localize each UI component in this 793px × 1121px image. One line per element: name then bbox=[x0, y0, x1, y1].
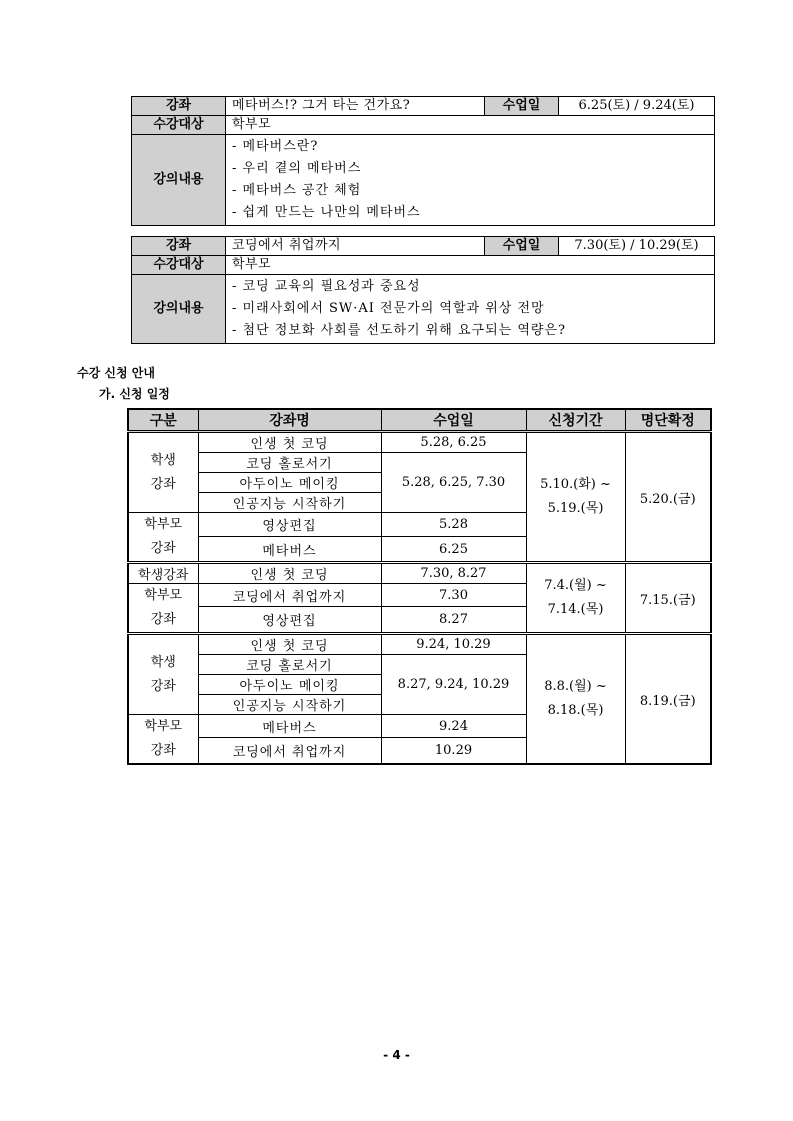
header-confirm: 명단확정 bbox=[625, 409, 711, 432]
confirm-cell: 5.20.(금) bbox=[625, 432, 711, 563]
course-name-cell: 인생 첫 코딩 bbox=[198, 563, 381, 584]
contents-item: - 쉽게 만드는 나만의 메타버스 bbox=[232, 205, 421, 220]
course-name-cell: 아두이노 메이킹 bbox=[198, 473, 381, 493]
course-name-cell: 인생 첫 코딩 bbox=[198, 432, 381, 453]
header-category: 구분 bbox=[128, 409, 198, 432]
contents-item: - 우리 곁의 메타버스 bbox=[232, 161, 362, 176]
course-dates: 7.30(토) / 10.29(토) bbox=[559, 237, 715, 256]
course-name-cell: 코딩에서 취업까지 bbox=[198, 738, 381, 764]
class-date-cell: 6.25 bbox=[381, 537, 526, 563]
audience-label: 수강대상 bbox=[132, 256, 226, 275]
date-label: 수업일 bbox=[485, 237, 559, 256]
course-table-metaverse bbox=[131, 96, 715, 226]
contents-item: - 첨단 정보화 사회를 선도하기 위해 요구되는 역량은? bbox=[232, 323, 567, 338]
contents-label: 강의내용 bbox=[132, 275, 226, 344]
class-date-cell: 5.28, 6.25 bbox=[381, 432, 526, 453]
class-date-cell: 5.28 bbox=[381, 513, 526, 537]
course-name: 코딩에서 취업까지 bbox=[226, 237, 485, 256]
class-date-cell: 8.27, 9.24, 10.29 bbox=[381, 655, 526, 715]
audience-label: 수강대상 bbox=[132, 116, 226, 135]
date-label: 수업일 bbox=[485, 97, 559, 116]
course-name-cell: 영상편집 bbox=[198, 607, 381, 634]
category-parent: 학부모 강좌 bbox=[128, 513, 198, 563]
course-table-coding-career bbox=[131, 236, 715, 344]
class-date-cell: 7.30, 8.27 bbox=[381, 563, 526, 584]
contents-label: 강의내용 bbox=[132, 135, 226, 226]
apply-period-cell: 5.10.(화) ~ 5.19.(목) bbox=[526, 432, 625, 563]
course-name-cell: 인공지능 시작하기 bbox=[198, 493, 381, 513]
course-name-cell: 인생 첫 코딩 bbox=[198, 634, 381, 655]
course-name-cell: 영상편집 bbox=[198, 513, 381, 537]
category-student: 학생 강좌 bbox=[128, 432, 198, 513]
category-parent: 학부모 강좌 bbox=[128, 584, 198, 634]
header-course-name: 강좌명 bbox=[198, 409, 381, 432]
category-parent: 학부모 강좌 bbox=[128, 715, 198, 765]
contents-item: - 메타버스란? bbox=[232, 139, 319, 154]
confirm-cell: 8.19.(금) bbox=[625, 634, 711, 765]
course-name-cell: 코딩 홀로서기 bbox=[198, 453, 381, 473]
class-date-cell: 5.28, 6.25, 7.30 bbox=[381, 453, 526, 513]
class-date-cell: 10.29 bbox=[381, 738, 526, 764]
header-apply-period: 신청기간 bbox=[526, 409, 625, 432]
apply-period-cell: 8.8.(월) ~ 8.18.(목) bbox=[526, 634, 625, 765]
subsection-title: 가. 신청 일정 bbox=[99, 387, 170, 401]
contents-item: - 메타버스 공간 체험 bbox=[232, 183, 362, 198]
course-name-cell: 코딩 홀로서기 bbox=[198, 655, 381, 675]
category-student: 학생 강좌 bbox=[128, 634, 198, 715]
header-class-date: 수업일 bbox=[381, 409, 526, 432]
contents-list bbox=[226, 135, 715, 226]
audience-value: 학부모 bbox=[226, 256, 715, 275]
course-label: 강좌 bbox=[132, 237, 226, 256]
audience-value: 학부모 bbox=[226, 116, 715, 135]
contents-item: - 코딩 교육의 필요성과 중요성 bbox=[232, 279, 421, 294]
confirm-cell: 7.15.(금) bbox=[625, 563, 711, 634]
course-name-cell: 인공지능 시작하기 bbox=[198, 695, 381, 715]
schedule-group-3 bbox=[128, 634, 711, 765]
class-date-cell: 8.27 bbox=[381, 607, 526, 634]
contents-item: - 미래사회에서 SW·AI 전문가의 역할과 위상 전망 bbox=[232, 301, 545, 316]
contents-list bbox=[226, 275, 715, 344]
schedule-group-2 bbox=[128, 563, 711, 634]
category-student: 학생강좌 bbox=[128, 563, 198, 584]
course-name-cell: 아두이노 메이킹 bbox=[198, 675, 381, 695]
course-name-cell: 메타버스 bbox=[198, 537, 381, 563]
course-name-cell: 코딩에서 취업까지 bbox=[198, 584, 381, 607]
class-date-cell: 9.24 bbox=[381, 715, 526, 738]
class-date-cell: 9.24, 10.29 bbox=[381, 634, 526, 655]
course-name-cell: 메타버스 bbox=[198, 715, 381, 738]
course-label: 강좌 bbox=[132, 97, 226, 116]
schedule-group-1 bbox=[128, 432, 711, 563]
schedule-table bbox=[127, 408, 712, 765]
page-number: - 4 - bbox=[383, 1048, 410, 1062]
apply-period-cell: 7.4.(월) ~ 7.14.(목) bbox=[526, 563, 625, 634]
section-title: 수강 신청 안내 bbox=[77, 366, 155, 380]
class-date-cell: 7.30 bbox=[381, 584, 526, 607]
course-name: 메타버스!? 그거 타는 건가요? bbox=[226, 97, 485, 116]
course-dates: 6.25(토) / 9.24(토) bbox=[559, 97, 715, 116]
